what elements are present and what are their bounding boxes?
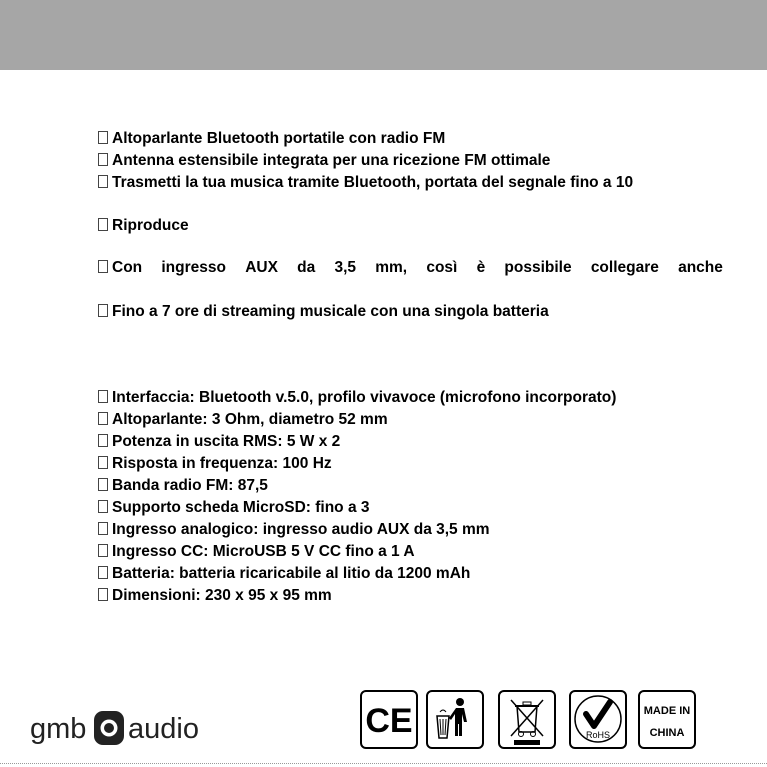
feature-word: è <box>476 259 486 276</box>
header-bar <box>0 0 767 70</box>
bullet-box-icon <box>98 566 108 579</box>
spec-line: Banda radio FM: 87,5 <box>98 476 268 496</box>
logo-text-right: audio <box>128 713 199 745</box>
spec-line: Batteria: batteria ricaricabile al litio da 1200 mAh <box>98 564 470 584</box>
feature-word: Con <box>98 258 142 278</box>
bullet-box-icon <box>98 522 108 535</box>
spec-line: Ingresso analogico: ingresso audio AUX da 3,5 mm <box>98 520 490 540</box>
feature-line: Fino a 7 ore di streaming musicale con una singola batteria <box>98 302 549 322</box>
bullet-box-icon <box>98 412 108 425</box>
feature-line: Trasmetti la tua musica tramite Bluetooth, portata del segnale fino a 10 <box>98 173 633 193</box>
feature-word: AUX <box>245 259 278 276</box>
bullet-box-icon <box>98 218 108 231</box>
made-in-text: MADE IN <box>643 705 691 717</box>
bullet-box-icon <box>98 260 108 273</box>
certification-badges <box>0 690 767 750</box>
spec-line: Altoparlante: 3 Ohm, diametro 52 mm <box>98 410 388 430</box>
feature-line: Antenna estensibile integrata per una ricezione FM ottimale <box>98 151 550 171</box>
china-text: CHINA <box>649 727 685 739</box>
feature-line: Riproduce <box>98 216 189 236</box>
weee-bin-icon <box>498 690 556 749</box>
feature-word: da <box>297 259 316 276</box>
logo-text-left: gmb <box>30 713 87 745</box>
spec-line: Interfaccia: Bluetooth v.5.0, profilo vivavoce (microfono incorporato) <box>98 388 616 408</box>
spec-line: Ingresso CC: MicroUSB 5 V CC fino a 1 A <box>98 542 415 562</box>
bottom-divider <box>0 763 767 764</box>
bullet-box-icon <box>98 544 108 557</box>
bullet-box-icon <box>98 153 108 166</box>
bullet-box-icon <box>98 175 108 188</box>
rohs-badge-icon <box>569 690 627 749</box>
feature-word: ingresso <box>161 259 226 276</box>
feature-word: così <box>426 259 458 276</box>
feature-line <box>98 258 723 278</box>
feature-word: 3,5 <box>334 259 357 276</box>
svg-text:RoHS: RoHS <box>585 730 611 740</box>
litter-bin-icon <box>426 690 484 749</box>
feature-word: collegare <box>590 259 659 276</box>
bullet-box-icon <box>98 390 108 403</box>
feature-word: mm, <box>375 259 408 276</box>
bullet-box-icon <box>98 434 108 447</box>
svg-text:CE: CE <box>365 702 413 740</box>
made-in-china-badge <box>638 690 696 749</box>
spec-line: Potenza in uscita RMS: 5 W x 2 <box>98 432 340 452</box>
feature-line: Altoparlante Bluetooth portatile con radio FM <box>98 129 445 149</box>
bullet-box-icon <box>98 500 108 513</box>
feature-word: anche <box>678 259 723 276</box>
bullet-box-icon <box>98 304 108 317</box>
bullet-box-icon <box>98 131 108 144</box>
feature-word: possibile <box>504 259 572 276</box>
ce-mark-icon <box>360 690 418 749</box>
bullet-box-icon <box>98 588 108 601</box>
bullet-box-icon <box>98 478 108 491</box>
bullet-box-icon <box>98 456 108 469</box>
spec-line: Dimensioni: 230 x 95 x 95 mm <box>98 586 332 606</box>
spec-line: Risposta in frequenza: 100 Hz <box>98 454 332 474</box>
spec-line: Supporto scheda MicroSD: fino a 3 <box>98 498 370 518</box>
